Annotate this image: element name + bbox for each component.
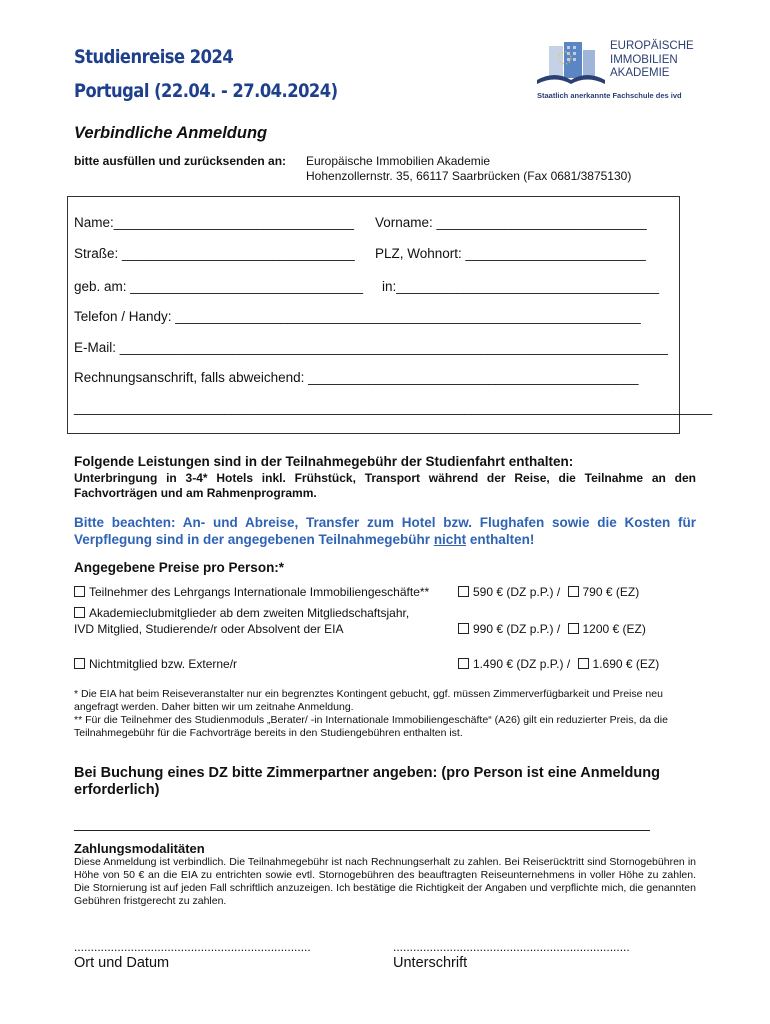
price-row-label: Akademieclubmitglieder ab dem zweiten Mitgliedschaftsjahr, (89, 606, 410, 620)
rechnungsanschrift-field[interactable]: Rechnungsanschrift, falls abweichend: ____________________________________________ (74, 370, 639, 385)
checkbox-akademieclub[interactable] (74, 607, 85, 618)
email-field[interactable]: E-Mail: _________________________________________________________________________ (74, 340, 668, 355)
price-dz: 990 € (DZ p.P.) / (473, 622, 561, 636)
address-line-2: Hohenzollernstr. 35, 66117 Saarbrücken (Fax 0681/3875130) (306, 169, 632, 183)
plz-wohnort-field[interactable]: PLZ, Wohnort: ________________________ (375, 246, 646, 261)
price-row-options (458, 657, 659, 671)
form-heading: Verbindliche Anmeldung (74, 124, 268, 142)
footnote-1: * Die EIA hat beim Reiseveranstalter nur ein begrenztes Kontingent gebucht, ggf. müssen Zimmerverfügbarkeit und Preise neu angefragt werden. Daher bitten wir um zeitnahe Anmeldung. (74, 688, 663, 713)
unterschrift-line[interactable]: ....................................................................... (393, 940, 630, 954)
leistungen-text: Unterbringung in 3-4* Hotels inkl. Frühstück, Transport während der Reise, die Teilnahme an den Fachvorträgen und am Rahmenprogramm. (74, 471, 696, 500)
logo-line-1: EUROPÄISCHE (610, 40, 694, 52)
hinweis-part-2: enthalten! (466, 532, 535, 547)
price-dz: 1.490 € (DZ p.P.) / (473, 657, 571, 671)
price-row-label: Nichtmitglied bzw. Externe/r (89, 657, 238, 671)
price-ez: 1200 € (EZ) (582, 622, 646, 636)
ort-datum-label: Ort und Datum (74, 955, 170, 971)
price-row-label-2: IVD Mitglied, Studierende/r oder Absolvent der EIA (74, 622, 344, 636)
vorname-field[interactable]: Vorname: ____________________________ (375, 215, 647, 230)
zahlung-heading: Zahlungsmodalitäten (74, 841, 205, 856)
price-ez: 1.690 € (EZ) (592, 657, 660, 671)
hinweis-part-1: Bitte beachten: An- und Abreise, Transfer zum Hotel bzw. Flughafen sowie die Kosten für Verpflegung sind in der angegebenen Teilnahmegebühr (74, 515, 696, 547)
academy-logo-icon (535, 40, 607, 85)
checkbox-dz-2[interactable] (458, 623, 469, 634)
strasse-field[interactable]: Straße: _______________________________ (74, 246, 355, 261)
footnote-2: ** Für die Teilnehmer des Studienmoduls „Berater/ -in Internationale Immobiliengeschäfte“ (A26) gilt ein reduzierter Preis, da die Teilnahmegebühr für die Fachvorträge bereits in den Studiengebühren enthalten ist. (74, 714, 668, 739)
price-ez: 790 € (EZ) (582, 585, 640, 599)
checkbox-teilnehmer[interactable] (74, 586, 85, 597)
extra-address-line[interactable]: _____________________________________________________________________________________ (74, 400, 713, 415)
ort-datum-line[interactable]: ....................................................................... (74, 940, 311, 954)
price-dz: 590 € (DZ p.P.) / (473, 585, 561, 599)
page-title: Studienreise 2024 (74, 46, 234, 68)
name-field[interactable]: Name:________________________________ (74, 215, 355, 230)
logo-subtitle: Staatlich anerkannte Fachschule des ivd (537, 91, 682, 100)
price-row-label: Teilnehmer des Lehrgangs Internationale Immobiliengeschäfte** (89, 585, 430, 599)
price-row (74, 657, 237, 671)
telefon-field[interactable]: Telefon / Handy: ______________________________________________________________ (74, 309, 641, 324)
hinweis-text (74, 514, 696, 548)
page-subtitle: Portugal (22.04. - 27.04.2024) (74, 80, 338, 102)
checkbox-ez-3[interactable] (578, 658, 589, 669)
send-label: bitte ausfüllen und zurücksenden an: (74, 154, 287, 168)
price-row-options (458, 585, 639, 599)
leistungen-heading: Folgende Leistungen sind in der Teilnahmegebühr der Studienfahrt enthalten: (74, 454, 574, 469)
unterschrift-label: Unterschrift (393, 955, 468, 971)
zahlung-text: Diese Anmeldung ist verbindlich. Die Teilnahmegebühr ist nach Rechnungserhalt zu zahlen. Bei Reiserücktritt sind Stornogebühren in Höhe von 50 € an die EIA zu entrichten sowie evtl. Stornogebühren des beauftragten Reiseunternehmens in voller Höhe zu zahlen. Die Stornierung ist auf jeden Fall schriftlich anzuzeigen. Ich bestätige die Richtigkeit der Angaben und verpflichte mich, die genannten Gebühren fristgerecht zu zahlen. (74, 856, 696, 907)
checkbox-dz-3[interactable] (458, 658, 469, 669)
hinweis-underlined: nicht (433, 532, 467, 547)
checkbox-ez-2[interactable] (568, 623, 579, 634)
checkbox-ez-1[interactable] (568, 586, 579, 597)
logo-wordmark (610, 40, 694, 81)
preise-heading: Angegebene Preise pro Person:* (74, 560, 285, 575)
geburtsort-field[interactable]: in:___________________________________ (382, 279, 660, 294)
price-row-options (458, 622, 646, 636)
price-row (74, 606, 409, 620)
geburtsdatum-field[interactable]: geb. am: _______________________________ (74, 279, 364, 294)
logo-line-3: AKADEMIE (610, 67, 670, 79)
zimmerpartner-line[interactable] (74, 830, 650, 831)
zimmerpartner-heading: Bei Buchung eines DZ bitte Zimmerpartner angeben: (pro Person ist eine Anmeldung erforderlich) (74, 765, 660, 798)
checkbox-dz-1[interactable] (458, 586, 469, 597)
price-row (74, 585, 429, 599)
address-line-1: Europäische Immobilien Akademie (306, 154, 491, 168)
logo-line-2: IMMOBILIEN (610, 53, 678, 66)
checkbox-nichtmitglied[interactable] (74, 658, 85, 669)
